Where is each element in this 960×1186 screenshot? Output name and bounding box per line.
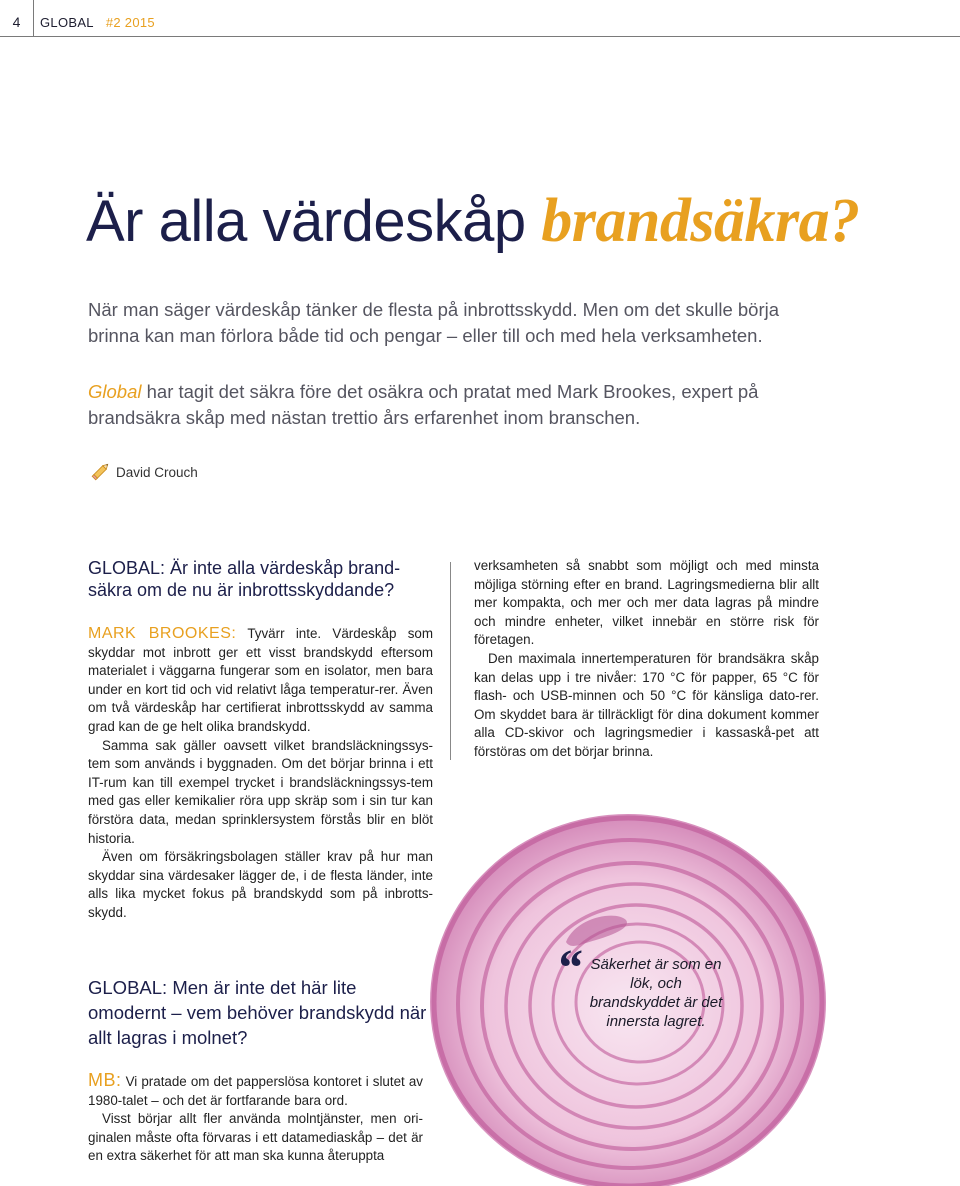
pull-quote — [556, 940, 728, 1031]
magazine-name: GLOBAL — [40, 15, 94, 30]
q2-speaker: GLOBAL: — [88, 977, 168, 998]
answer-1-p1 — [88, 625, 433, 737]
left-column — [88, 557, 433, 923]
page-number: 4 — [12, 14, 21, 30]
pencil-icon — [90, 460, 112, 482]
right-column — [474, 557, 819, 762]
right-paragraph-1: verksamheten så snabbt som möjligt och med minsta möjliga störning efter en brand. Lagringsmedierna blir allt mer kompakta, och mer och mer data lagras på mindre och mindre enheter, vilket innebär en större risk för företagen. — [474, 558, 819, 648]
lead-paragraph-1: När man säger värdeskåp tänker de flesta på inbrottsskydd. Men om det skulle börja brinna kan man förlora både tid och pengar – eller till och med hela verksamheten. — [88, 299, 780, 346]
answer-1-p2: Samma sak gäller oavsett vilket brandsläckningssys-tem som används i byggnaden. Om det börjar brinna i ett IT-rum kan till exempel trycket i brandsläckningssys-tem med gas eller kemikalier röra upp skräp som i sin tur kan förstöra data, medan sprinklersystem förstås blir en blöt historia. — [88, 737, 433, 846]
issue-label: #2 2015 — [105, 15, 155, 30]
header-divider — [33, 0, 34, 36]
right-paragraph-2: Den maximala innertemperaturen för brandsäkra skåp kan delas upp i tre nivåer: 170 °C för papper, 65 °C för flash- och USB-minnen och 50 °C för känsliga dato-rer. Om skyddet bara är tillräckligt för dina dokument kommer alla CD-skivor och lagringsmedier i kassaskå-pet att förstöras om det börjar brinna. — [474, 650, 819, 759]
question-1 — [88, 557, 433, 601]
a1-speaker: MARK BROOKES: — [88, 625, 237, 642]
answer-2-p2: Visst börjar allt fler använda molntjänster, men ori-ginalen måste ofta förvaras i ett datamediaskåp – det är en extra säkerhet för att man ska kunna återuppta — [88, 1111, 423, 1164]
author-name: David Crouch — [116, 465, 198, 480]
lead-magazine-name: Global — [88, 381, 142, 402]
a2-p1-text: Vi pratade om det papperslösa kontoret i slutet av 1980-talet – och det är fortfarande bara ord. — [88, 1074, 423, 1108]
a2-speaker: MB: — [88, 1070, 122, 1090]
q1-text: Är inte alla värdeskåp brand-säkra om de nu är inbrottsskyddande? — [88, 558, 401, 600]
a1-p1-text: Tyvärr inte. Värdeskåp som skyddar mot inbrott ger ett visst brandskydd eftersom materialet i väggarna fungerar som en isolator, men bara under en kort tid och vid relativt låga temperatur-rer. Även om två värdeskåp har certifierat inbrottsskydd av samma grad kan de ge helt olika brandskydd. — [88, 626, 433, 734]
title-accent: brandsäkra? — [541, 187, 860, 255]
page-header — [0, 0, 960, 37]
question-2-block — [88, 975, 438, 1050]
answer-2-p1 — [88, 1071, 423, 1110]
running-head — [40, 15, 155, 30]
lead-paragraph-2-text: har tagit det säkra före det osäkra och pratat med Mark Brookes, expert på brandsäkra skåp med nästan trettio års erfarenhet inom branschen. — [88, 381, 759, 428]
answer-2-block — [88, 1071, 423, 1166]
question-2 — [88, 975, 438, 1050]
title-main: Är alla värdeskåp — [86, 189, 526, 254]
lead-paragraph-2 — [88, 379, 808, 431]
q1-speaker: GLOBAL: — [88, 558, 166, 578]
q2-text: Men är inte det här lite omodernt – vem behöver brandskydd när allt lagras i molnet? — [88, 977, 427, 1048]
answer-1-p3: Även om försäkringsbolagen ställer krav på hur man skyddar sina värdesaker lägger de, i de flesta länder, inte alls lika mycket fokus på brandskydd som på inbrotts-skydd. — [88, 849, 433, 920]
column-divider — [450, 562, 451, 760]
article-title — [86, 186, 860, 257]
quote-mark: “ — [556, 940, 582, 997]
pull-quote-text: Säkerhet är som en lök, och brandskyddet är det innersta lagret. — [589, 956, 723, 1030]
